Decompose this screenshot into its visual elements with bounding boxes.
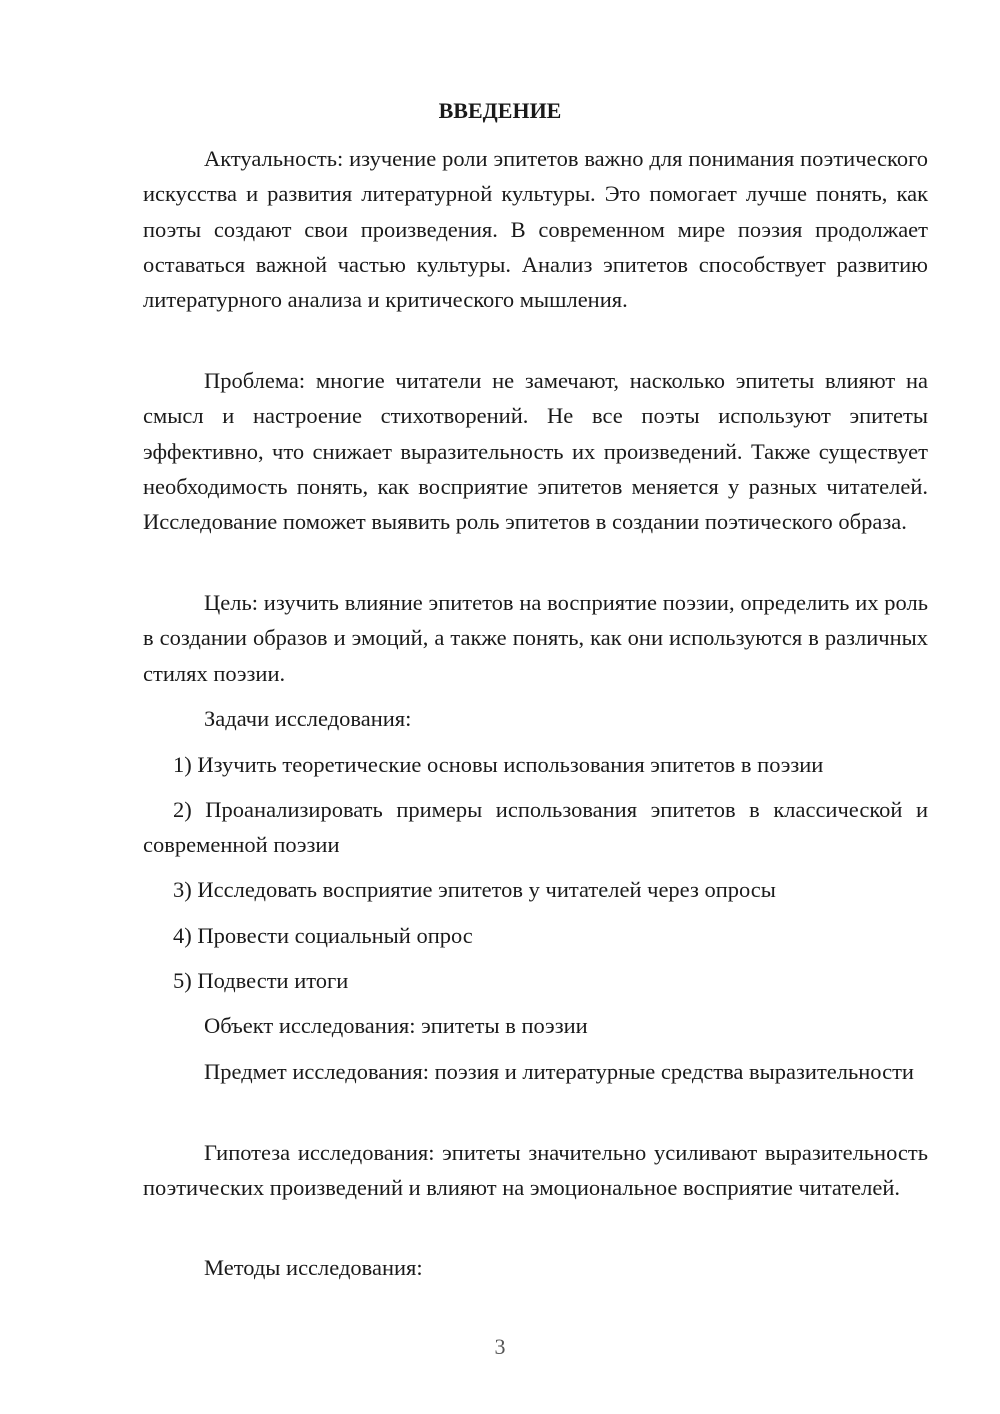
paragraph-hypothesis: Гипотеза исследования: эпитеты значительно усиливают выразительность поэтических произведений и влияют на эмоциональное восприятие читателей. (143, 1140, 928, 1201)
list-item: 4) Провести социальный опрос (173, 923, 473, 948)
list-item: 2) Проанализировать примеры использования эпитетов в классической и современной поэзии (143, 797, 928, 858)
page-title: ВВЕДЕНИЕ (438, 98, 562, 123)
list-item: 3) Исследовать восприятие эпитетов у читателей через опросы (173, 877, 776, 902)
paragraph-relevance: Актуальность: изучение роли эпитетов важно для понимания поэтического искусства и развития литературной культуры. Это помогает лучше понять, как поэты создают свои произведения. В современном мире поэзия продолжает оставаться важной частью культуры. Анализ эпитетов способствует развитию литературного анализа и критического мышления. (143, 146, 928, 313)
page-number: 3 (494, 1334, 506, 1359)
paragraph-goal: Цель: изучить влияние эпитетов на восприятие поэзии, определить их роль в создании образов и эмоций, а также понять, как они используются в различных стилях поэзии. (143, 590, 928, 686)
tasks-heading: Задачи исследования: (204, 706, 412, 731)
paragraph-subject: Предмет исследования: поэзия и литературные средства выразительности (204, 1059, 914, 1084)
methods-heading: Методы исследования: (204, 1255, 423, 1280)
paragraph-problem: Проблема: многие читатели не замечают, насколько эпитеты влияют на смысл и настроение стихотворений. Не все поэты используют эпитеты эффективно, что снижает выразительность их произведений. Также существует необходимость понять, как восприятие эпитетов меняется у разных читателей. Исследование поможет выявить роль эпитетов в создании поэтического образа. (143, 368, 928, 535)
list-item: 5) Подвести итоги (173, 968, 349, 993)
paragraph-object: Объект исследования: эпитеты в поэзии (204, 1013, 588, 1038)
list-item: 1) Изучить теоретические основы использования эпитетов в поэзии (173, 752, 824, 777)
